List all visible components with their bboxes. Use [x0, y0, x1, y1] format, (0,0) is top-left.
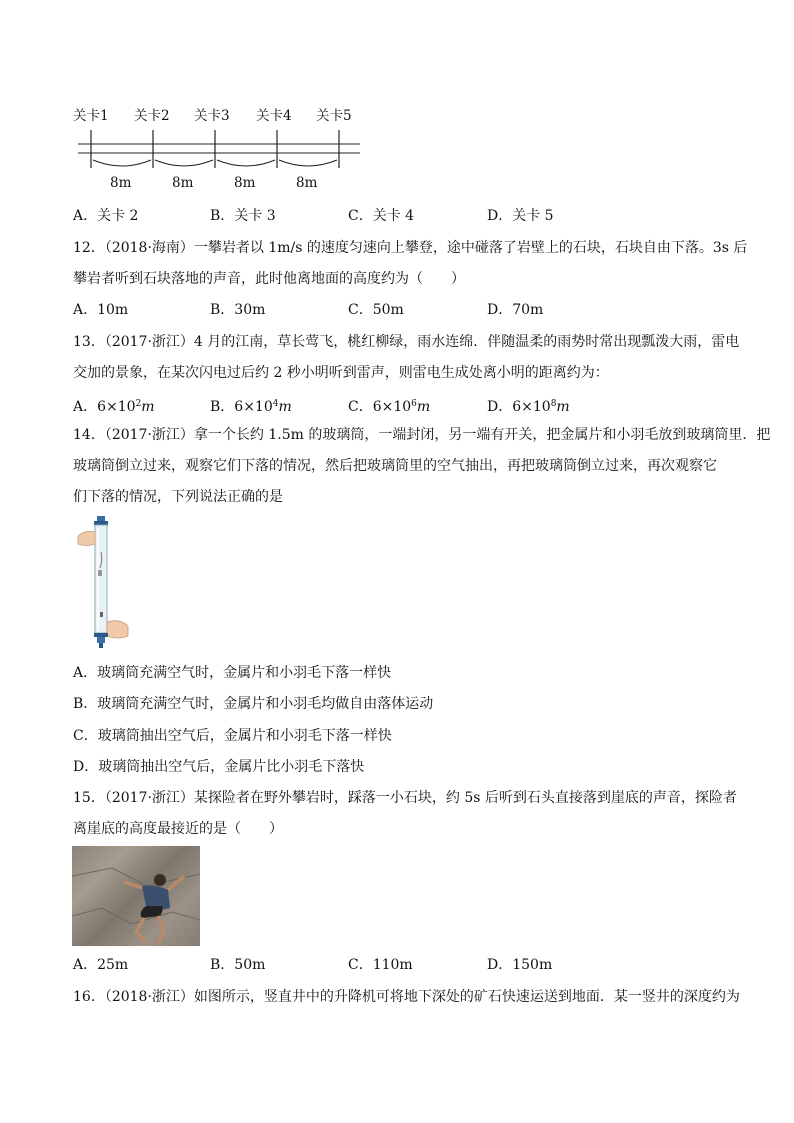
- q15-option-c: C．110m: [348, 957, 413, 973]
- q15-option-d: D．150m: [487, 957, 553, 973]
- glass-tube-figure: [76, 514, 132, 654]
- gate-label: 关卡1: [73, 108, 109, 124]
- distance-label: 8m: [296, 175, 318, 191]
- distance-label: 8m: [110, 175, 132, 191]
- q14-stem-line: 14．（2017·浙江）拿一个长约 1.5m 的玻璃筒，一端封闭，另一端有开关，把金属片和小羽毛放到玻璃筒里．把: [73, 427, 771, 443]
- q11-option-b: B．关卡 3: [210, 208, 276, 224]
- distance-label: 8m: [234, 175, 256, 191]
- distance-label: 8m: [172, 175, 194, 191]
- q14-option-a: A．玻璃筒充满空气时，金属片和小羽毛下落一样快: [73, 665, 392, 681]
- gates-diagram: [70, 124, 370, 180]
- q13-stem-line: 13．（2017·浙江）4 月的江南，草长莺飞，桃红柳绿，雨水连绵．伴随温柔的雨势时常出现瓢泼大雨，雷电: [73, 334, 740, 350]
- q14-option-d: D．玻璃筒抽出空气后，金属片比小羽毛下落快: [73, 759, 365, 775]
- q12-option-a: A．10m: [73, 302, 129, 318]
- q11-option-a: A．关卡 2: [73, 208, 139, 224]
- q12-stem-line: 12．（2018·海南）一攀岩者以 1m/s 的速度匀速向上攀登，途中碰落了岩壁上的石块，石块自由下落。3s 后: [73, 240, 748, 256]
- gate-label: 关卡3: [194, 108, 230, 124]
- gate-label: 关卡2: [134, 108, 170, 124]
- q12-stem-line: 攀岩者听到石块落地的声音，此时他离地面的高度约为（ ）: [73, 271, 465, 287]
- q14-stem-line: 玻璃筒倒立过来，观察它们下落的情况，然后把玻璃筒里的空气抽出，再把玻璃筒倒立过来，再次观察它: [73, 458, 717, 474]
- climber-photo: [72, 846, 200, 946]
- q11-option-d: D．关卡 5: [487, 208, 554, 224]
- q12-option-c: C．50m: [348, 302, 404, 318]
- q12-option-b: B．30m: [210, 302, 266, 318]
- q14-option-b: B．玻璃筒充满空气时，金属片和小羽毛均做自由落体运动: [73, 696, 434, 712]
- gate-label: 关卡5: [316, 108, 352, 124]
- q13-option-c: C．$6\times 10^6m$: [348, 399, 431, 415]
- q15-option-a: A．25m: [73, 957, 129, 973]
- q13-stem-line: 交加的景象，在某次闪电过后约 2 秒小明听到雷声，则雷电生成处离小明的距离约为：: [73, 365, 609, 381]
- q13-option-b: B．$6\times 10^4m$: [210, 399, 292, 415]
- q13-option-a: A．$6\times 10^2m$: [73, 399, 155, 415]
- q15-stem-line: 15．（2017·浙江）某探险者在野外攀岩时，踩落一小石块，约 5s 后听到石头直接落到崖底的声音，探险者: [73, 790, 737, 806]
- q12-option-d: D．70m: [487, 302, 544, 318]
- q13-option-d: D．$6\times 10^8m$: [487, 399, 570, 415]
- q15-option-b: B．50m: [210, 957, 266, 973]
- q16-stem-line: 16．（2018·浙江）如图所示，竖直井中的升降机可将地下深处的矿石快速运送到地面．某一竖井的深度约为: [73, 989, 740, 1005]
- q15-stem-line: 离崖底的高度最接近的是（ ）: [73, 821, 283, 837]
- q11-option-c: C．关卡 4: [348, 208, 415, 224]
- gate-label: 关卡4: [256, 108, 292, 124]
- q14-option-c: C．玻璃筒抽出空气后，金属片和小羽毛下落一样快: [73, 728, 392, 744]
- q14-stem-line: 们下落的情况，下列说法正确的是: [73, 489, 283, 505]
